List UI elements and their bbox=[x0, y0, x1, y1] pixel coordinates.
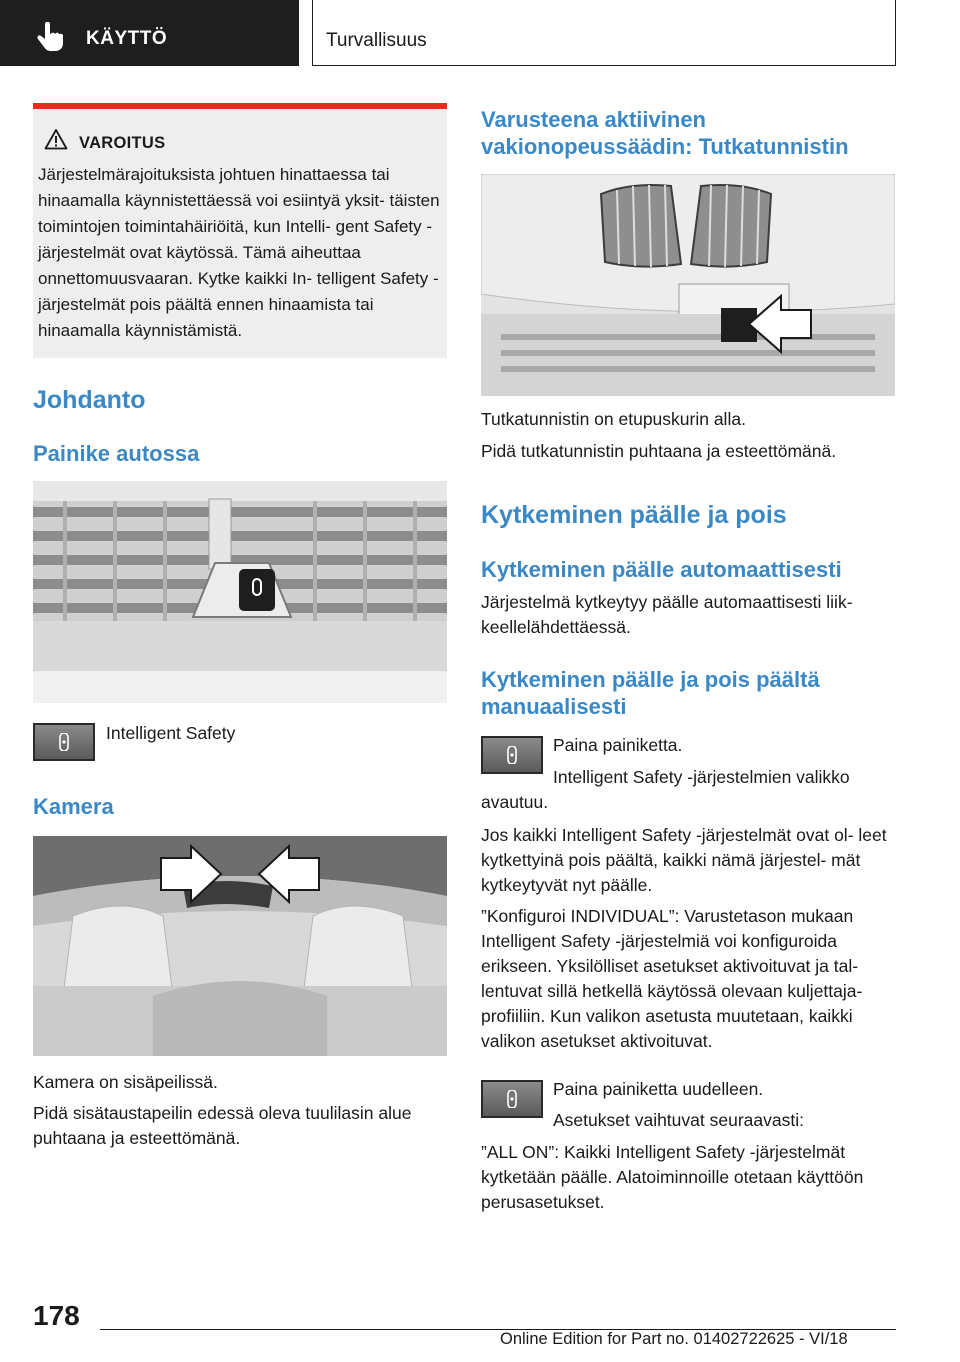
warning-title: VAROITUS bbox=[79, 134, 166, 152]
button-caption: Intelligent Safety bbox=[106, 723, 236, 743]
grille-button-image bbox=[33, 481, 447, 703]
manual-paragraph-1: Jos kaikki Intelligent Safety -järjestelmät ovat ol- leet kytkettyinä pois päältä, kaikki nämä järjestel- mät kytkeytyvät nyt päälle. bbox=[481, 825, 887, 895]
header-section-tab bbox=[0, 0, 299, 66]
step-1-result: Intelligent Safety -järjestelmien valikko avautuu. bbox=[481, 767, 850, 812]
step-2: Paina painiketta uudelleen. bbox=[553, 1079, 764, 1099]
camera-interior-image bbox=[33, 836, 447, 1056]
page-number: 178 bbox=[33, 1300, 80, 1331]
radar-paragraph-1: Tutkatunnistin on etupuskurin alla. bbox=[481, 409, 746, 429]
warning-text: Järjestelmärajoituksista johtuen hinattaessa tai hinaamalla käynnistettäessä voi esiintyä yksit- täisten toimintojen toimintahäiriöitä, kun Intelli- gent Safety -järjestelmät ovat käytössä. Tämä aiheuttaa onnettomuusvaaran. Kytke kaikki In- telligent Safety -järjestelmät pois päältä ennen hinaamista tai hinaamalla käynnistämistä. bbox=[38, 165, 440, 340]
heading-on-off: Kytkeminen päälle ja pois bbox=[481, 501, 787, 529]
header-section-label: KÄYTTÖ bbox=[86, 28, 168, 49]
step-1: Paina painiketta. bbox=[553, 735, 683, 755]
intelligent-safety-button-icon bbox=[481, 1080, 543, 1118]
manual-paragraph-2: ”Konfiguroi INDIVIDUAL”: Varustetason mukaan Intelligent Safety -järjestelmiä voi konfiguroida erikseen. Yksilölliset asetukset aktivoituvat ja tal- lentuvat sillä hetkellä käytössä olevaan kuljettaja- profiiliin. Kun valikon asetusta muutetaan, kaikki valikon asetukset aktivoituvat. bbox=[481, 906, 863, 1051]
auto-paragraph: Järjestelmä kytkeytyy päälle automaattisesti liik- keellelähdettäessä. bbox=[481, 592, 853, 637]
camera-paragraph-1: Kamera on sisäpeilissä. bbox=[33, 1072, 218, 1092]
heading-intro: Johdanto bbox=[33, 386, 146, 414]
warning-triangle-icon bbox=[44, 128, 68, 150]
footer-edition: Online Edition for Part no. 01402722625 - VI/18 bbox=[500, 1330, 848, 1348]
all-on-paragraph: ”ALL ON”: Kaikki Intelligent Safety -järjestelmät kytketään päälle. Alatoiminnoille otetaan käyttöön perusasetukset. bbox=[481, 1142, 864, 1212]
intelligent-safety-button-icon bbox=[33, 723, 95, 761]
step-2-result: Asetukset vaihtuvat seuraavasti: bbox=[553, 1110, 804, 1130]
radar-sensor-image bbox=[481, 174, 895, 396]
hand-pointer-icon bbox=[36, 22, 64, 52]
heading-radar: Varusteena aktiivinen vakionopeussäädin: Tutkatunnistin bbox=[481, 107, 849, 159]
heading-manual: Kytkeminen päälle ja pois päältä manuaalisesti bbox=[481, 667, 820, 719]
heading-button: Painike autossa bbox=[33, 441, 200, 466]
radar-paragraph-2: Pidä tutkatunnistin puhtaana ja esteettömänä. bbox=[481, 441, 837, 461]
header-title: Turvallisuus bbox=[326, 30, 427, 51]
heading-auto: Kytkeminen päälle automaattisesti bbox=[481, 557, 842, 582]
camera-paragraph-2: Pidä sisätaustapeilin edessä oleva tuulilasin alue puhtaana ja esteettömänä. bbox=[33, 1103, 412, 1148]
heading-camera: Kamera bbox=[33, 794, 114, 819]
